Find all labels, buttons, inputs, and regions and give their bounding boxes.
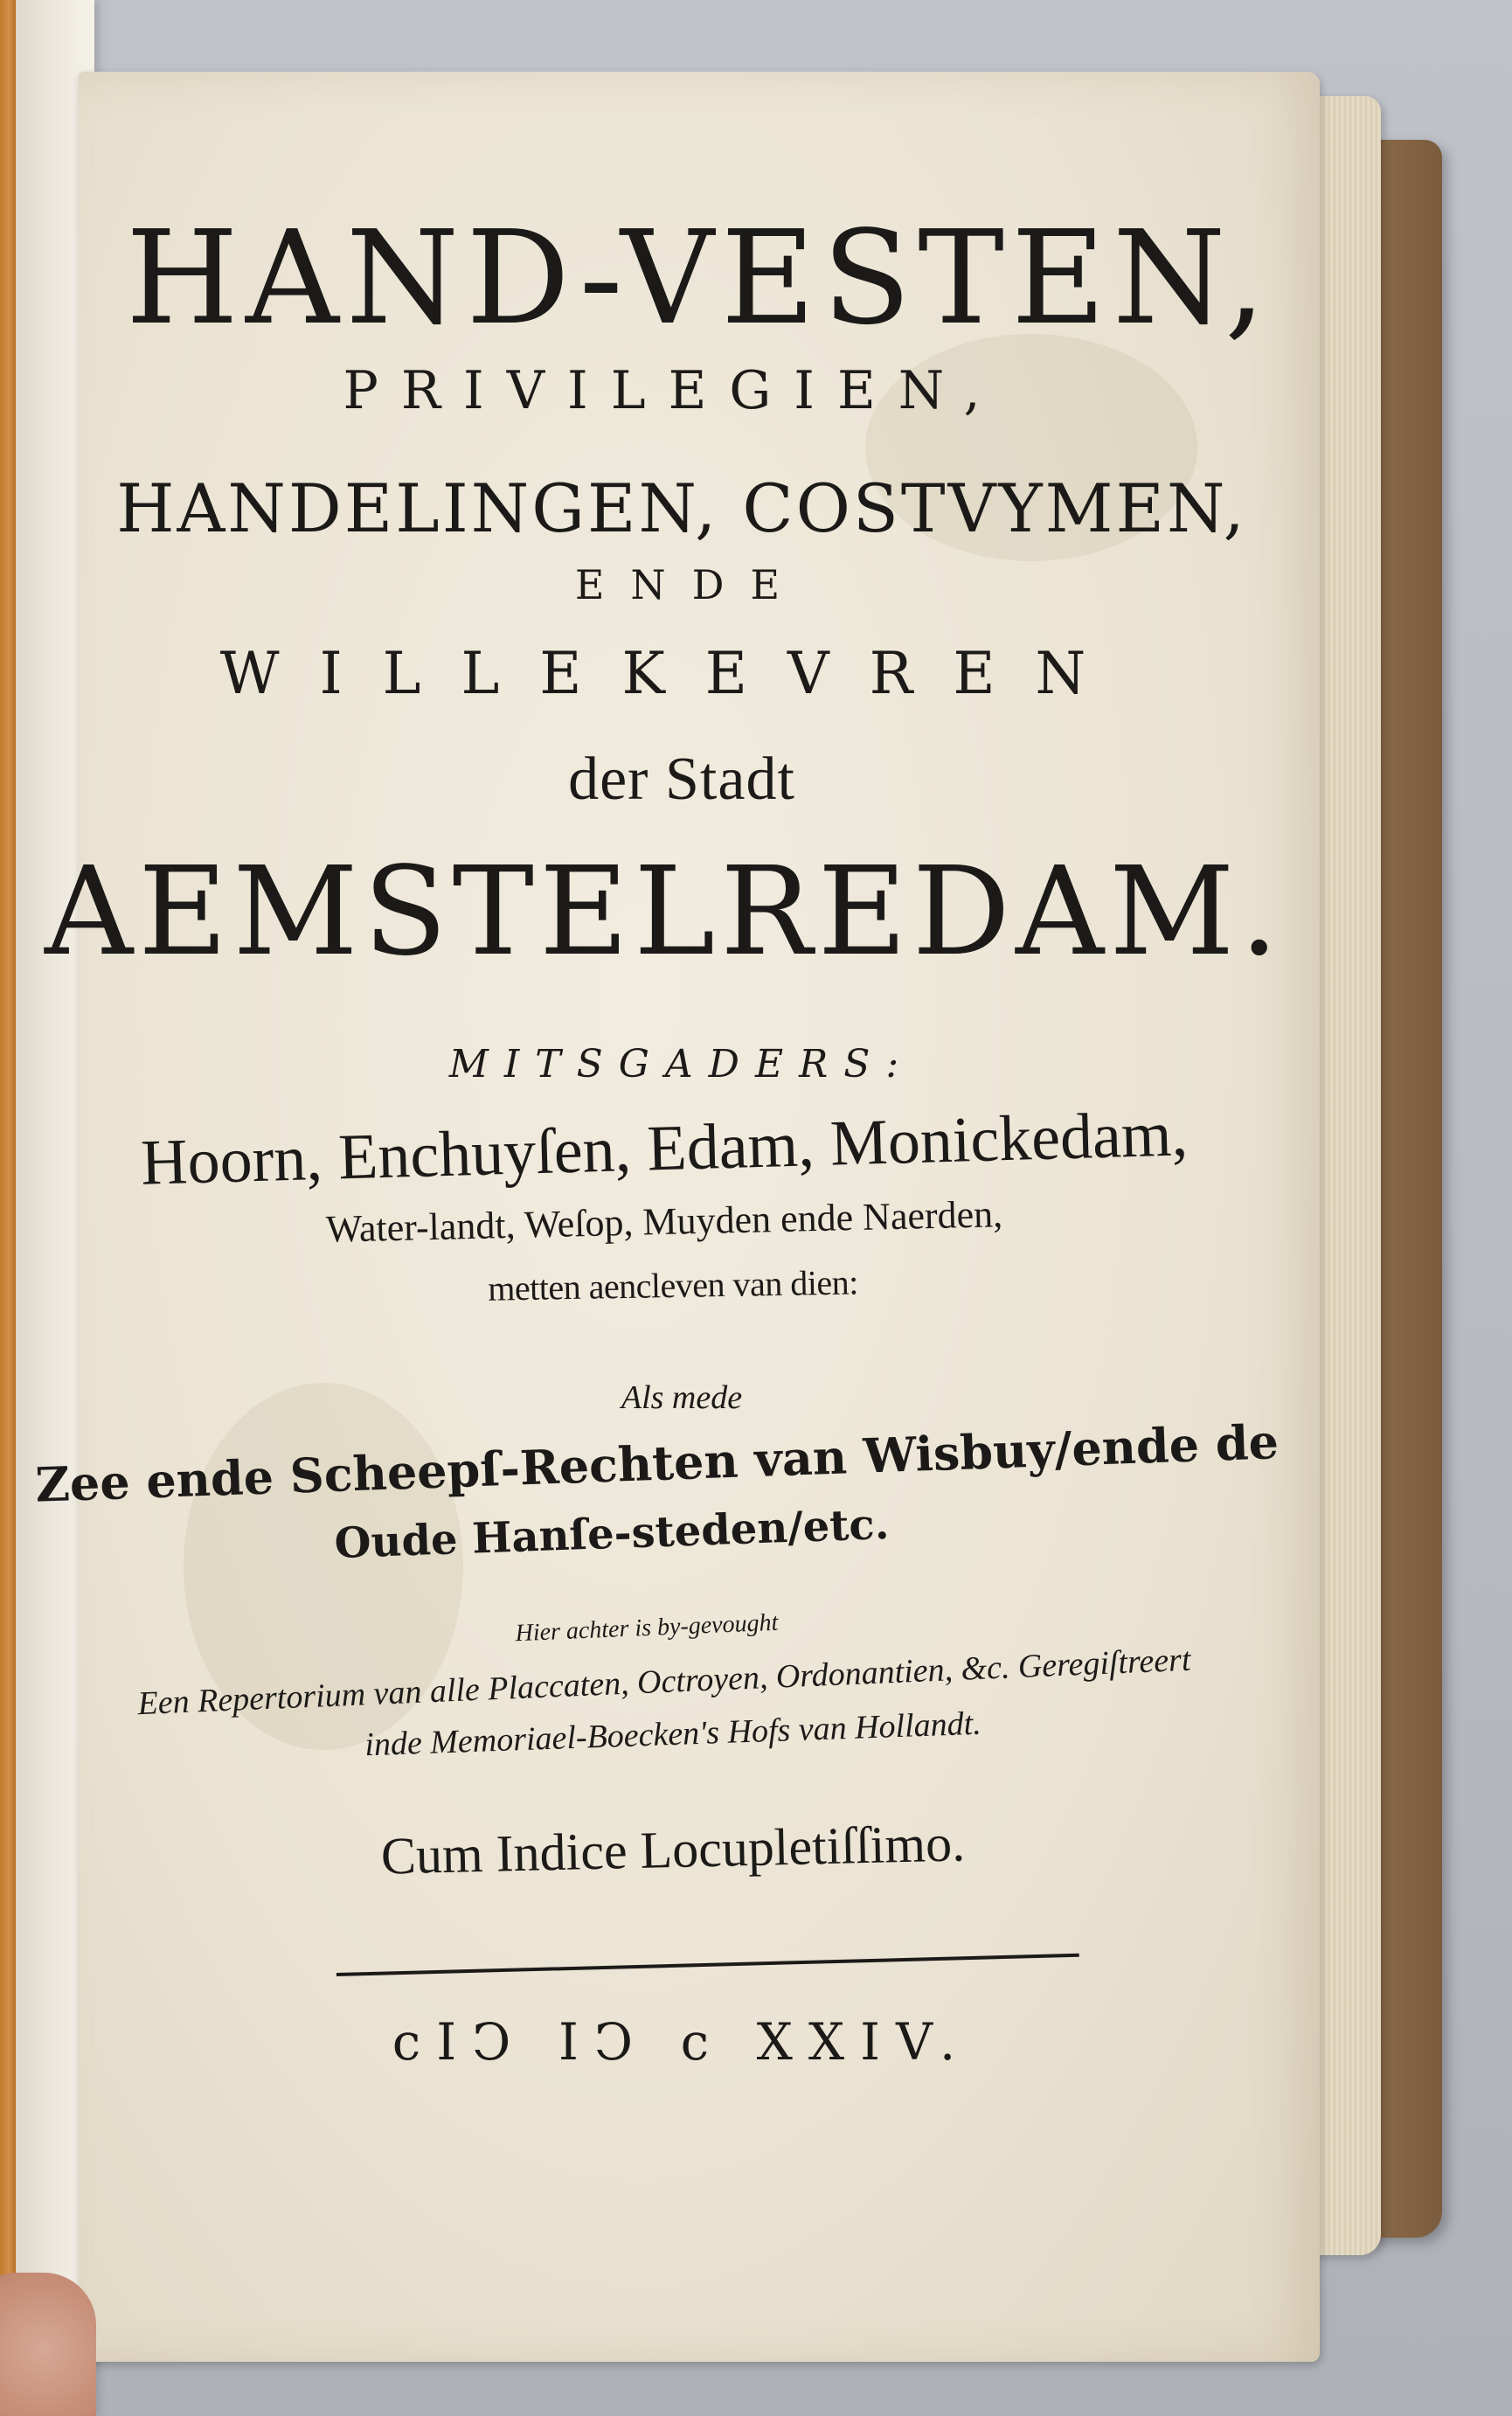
subtitle-aencleven: metten aencleven van dien: xyxy=(487,1262,859,1309)
subtitle-mitsgaders: MITSGADERS: xyxy=(448,1042,915,1087)
blackletter-line-2: Oude Hanſe-steden/etc. xyxy=(333,1499,891,1569)
title-privilegien: PRIVILEGIEN, xyxy=(343,360,1003,421)
text-memoriael: inde Memoriael-Boecken's Hofs van Hollandt. xyxy=(364,1704,982,1764)
horizontal-rule xyxy=(336,1954,1079,1976)
thumb xyxy=(0,2273,96,2416)
text-cum-indice: Cum Indice Locupletiſſimo. xyxy=(380,1814,966,1885)
subtitle-cities: Hoorn, Enchuyſen, Edam, Monickedam, xyxy=(140,1098,1189,1199)
title-ende: ENDE xyxy=(574,561,807,608)
text-hier-achter: Hier achter is by-gevought xyxy=(514,1608,779,1648)
title-aemstelredam: AEMSTELREDAM. xyxy=(45,841,1284,983)
left-cover-edge xyxy=(0,0,16,2416)
title-handelingen: HANDELINGEN, COSTVYMEN, xyxy=(116,469,1247,547)
imprint-date: cIↃ IↃ c XXIV. xyxy=(392,2012,972,2072)
title-der-stadt: der Stadt xyxy=(568,746,795,813)
subtitle-cities-2: Water-landt, Weſop, Muyden ende Naerden, xyxy=(325,1192,1003,1251)
title-willekevren: WILLEKEVREN xyxy=(219,640,1127,707)
text-repertorium: Een Repertorium van alle Placcaten, Octroyen, Ordonantien, &c. Geregiſtreert xyxy=(136,1641,1192,1723)
title-hand-vesten: HAND-VESTEN, xyxy=(125,203,1273,353)
blackletter-line-1: Zee ende Scheepſ-Rechten van Wisbuy/ende de xyxy=(34,1413,1280,1513)
title-page xyxy=(34,72,1320,2362)
text-als-mede: Als mede xyxy=(621,1379,743,1416)
